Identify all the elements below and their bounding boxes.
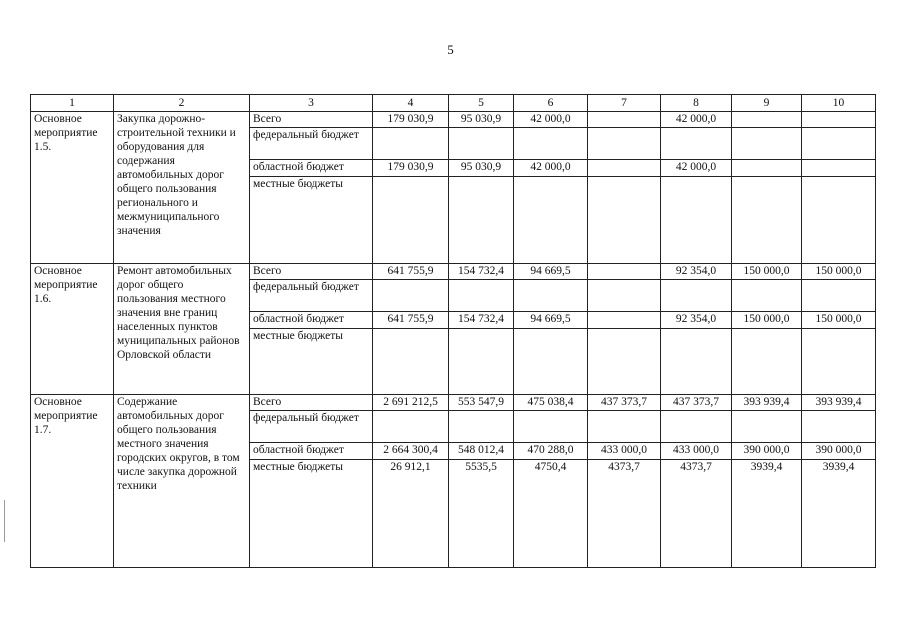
header-cell: 3 (250, 95, 373, 112)
activity-label: Основное мероприятие 1.7. (31, 395, 114, 568)
value-cell: 150 000,0 (802, 264, 876, 280)
value-cell: 154 732,4 (449, 312, 514, 329)
header-cell: 8 (661, 95, 732, 112)
funding-source: местные бюджеты (250, 460, 373, 568)
activity-description: Содержание автомобильных дорог общего пользования местного значения городских округов, в том числе закупка дорожной техники (114, 395, 250, 568)
value-cell (732, 112, 802, 128)
value-cell: 3939,4 (732, 460, 802, 568)
value-cell (514, 280, 588, 312)
scan-margin-mark (4, 500, 5, 542)
activity-label: Основное мероприятие 1.5. (31, 112, 114, 264)
table-row (31, 264, 876, 280)
value-cell (514, 411, 588, 443)
value-cell (373, 411, 449, 443)
value-cell: 42 000,0 (514, 160, 588, 177)
value-cell (373, 128, 449, 160)
value-cell: 390 000,0 (802, 443, 876, 460)
header-cell: 2 (114, 95, 250, 112)
header-cell: 4 (373, 95, 449, 112)
value-cell: 92 354,0 (661, 264, 732, 280)
value-cell: 393 939,4 (732, 395, 802, 411)
funding-source: федеральный бюджет (250, 411, 373, 443)
table-row (31, 112, 876, 128)
value-cell: 4373,7 (661, 460, 732, 568)
value-cell (588, 312, 661, 329)
value-cell: 2 664 300,4 (373, 443, 449, 460)
value-cell: 4373,7 (588, 460, 661, 568)
value-cell (802, 329, 876, 395)
value-cell: 150 000,0 (732, 264, 802, 280)
value-cell (802, 160, 876, 177)
header-cell: 1 (31, 95, 114, 112)
value-cell (373, 329, 449, 395)
value-cell (732, 177, 802, 264)
value-cell (588, 411, 661, 443)
value-cell (661, 280, 732, 312)
funding-source: Всего (250, 112, 373, 128)
header-row (31, 95, 876, 112)
value-cell (661, 128, 732, 160)
value-cell: 150 000,0 (802, 312, 876, 329)
value-cell: 94 669,5 (514, 264, 588, 280)
value-cell (661, 177, 732, 264)
value-cell: 433 000,0 (588, 443, 661, 460)
header-cell: 9 (732, 95, 802, 112)
value-cell: 150 000,0 (732, 312, 802, 329)
value-cell (732, 128, 802, 160)
value-cell (732, 280, 802, 312)
header-cell: 6 (514, 95, 588, 112)
header-cell: 10 (802, 95, 876, 112)
value-cell: 393 939,4 (802, 395, 876, 411)
value-cell: 154 732,4 (449, 264, 514, 280)
value-cell (373, 280, 449, 312)
value-cell: 179 030,9 (373, 112, 449, 128)
value-cell (802, 177, 876, 264)
funding-source: местные бюджеты (250, 177, 373, 264)
value-cell: 179 030,9 (373, 160, 449, 177)
funding-source: Всего (250, 395, 373, 411)
budget-table (30, 94, 876, 568)
activity-description: Закупка дорожно-строительной техники и оборудования для содержания автомобильных дорог общего пользования регионального и межмуниципального значения (114, 112, 250, 264)
value-cell: 437 373,7 (588, 395, 661, 411)
value-cell (732, 411, 802, 443)
value-cell (732, 160, 802, 177)
value-cell (449, 280, 514, 312)
value-cell: 553 547,9 (449, 395, 514, 411)
value-cell (514, 177, 588, 264)
value-cell: 433 000,0 (661, 443, 732, 460)
page-number: 5 (447, 42, 454, 57)
value-cell (732, 329, 802, 395)
funding-source: областной бюджет (250, 443, 373, 460)
value-cell (802, 128, 876, 160)
value-cell: 470 288,0 (514, 443, 588, 460)
header-cell: 5 (449, 95, 514, 112)
funding-source: федеральный бюджет (250, 128, 373, 160)
value-cell: 42 000,0 (661, 160, 732, 177)
value-cell: 390 000,0 (732, 443, 802, 460)
value-cell (449, 411, 514, 443)
value-cell: 641 755,9 (373, 312, 449, 329)
activity-description: Ремонт автомобильных дорог общего пользования местного значения вне границ населенных пунктов муниципальных районов Орловской области (114, 264, 250, 395)
value-cell (449, 128, 514, 160)
value-cell (588, 160, 661, 177)
value-cell: 95 030,9 (449, 160, 514, 177)
value-cell (802, 280, 876, 312)
value-cell: 3939,4 (802, 460, 876, 568)
funding-source: местные бюджеты (250, 329, 373, 395)
value-cell (802, 112, 876, 128)
value-cell: 437 373,7 (661, 395, 732, 411)
value-cell (588, 280, 661, 312)
value-cell (802, 411, 876, 443)
value-cell (449, 329, 514, 395)
funding-source: Всего (250, 264, 373, 280)
funding-source: областной бюджет (250, 312, 373, 329)
value-cell: 475 038,4 (514, 395, 588, 411)
value-cell: 42 000,0 (514, 112, 588, 128)
value-cell: 2 691 212,5 (373, 395, 449, 411)
value-cell (514, 128, 588, 160)
value-cell: 548 012,4 (449, 443, 514, 460)
value-cell (661, 411, 732, 443)
value-cell (588, 112, 661, 128)
funding-source: областной бюджет (250, 160, 373, 177)
value-cell: 5535,5 (449, 460, 514, 568)
header-cell: 7 (588, 95, 661, 112)
activity-label: Основное мероприятие 1.6. (31, 264, 114, 395)
value-cell: 92 354,0 (661, 312, 732, 329)
value-cell (514, 329, 588, 395)
value-cell (661, 329, 732, 395)
value-cell (449, 177, 514, 264)
value-cell (588, 264, 661, 280)
value-cell: 4750,4 (514, 460, 588, 568)
value-cell: 641 755,9 (373, 264, 449, 280)
value-cell (588, 329, 661, 395)
value-cell: 26 912,1 (373, 460, 449, 568)
value-cell (588, 177, 661, 264)
value-cell: 94 669,5 (514, 312, 588, 329)
value-cell (588, 128, 661, 160)
funding-source: федеральный бюджет (250, 280, 373, 312)
table-row (31, 395, 876, 411)
value-cell (373, 177, 449, 264)
value-cell: 42 000,0 (661, 112, 732, 128)
value-cell: 95 030,9 (449, 112, 514, 128)
